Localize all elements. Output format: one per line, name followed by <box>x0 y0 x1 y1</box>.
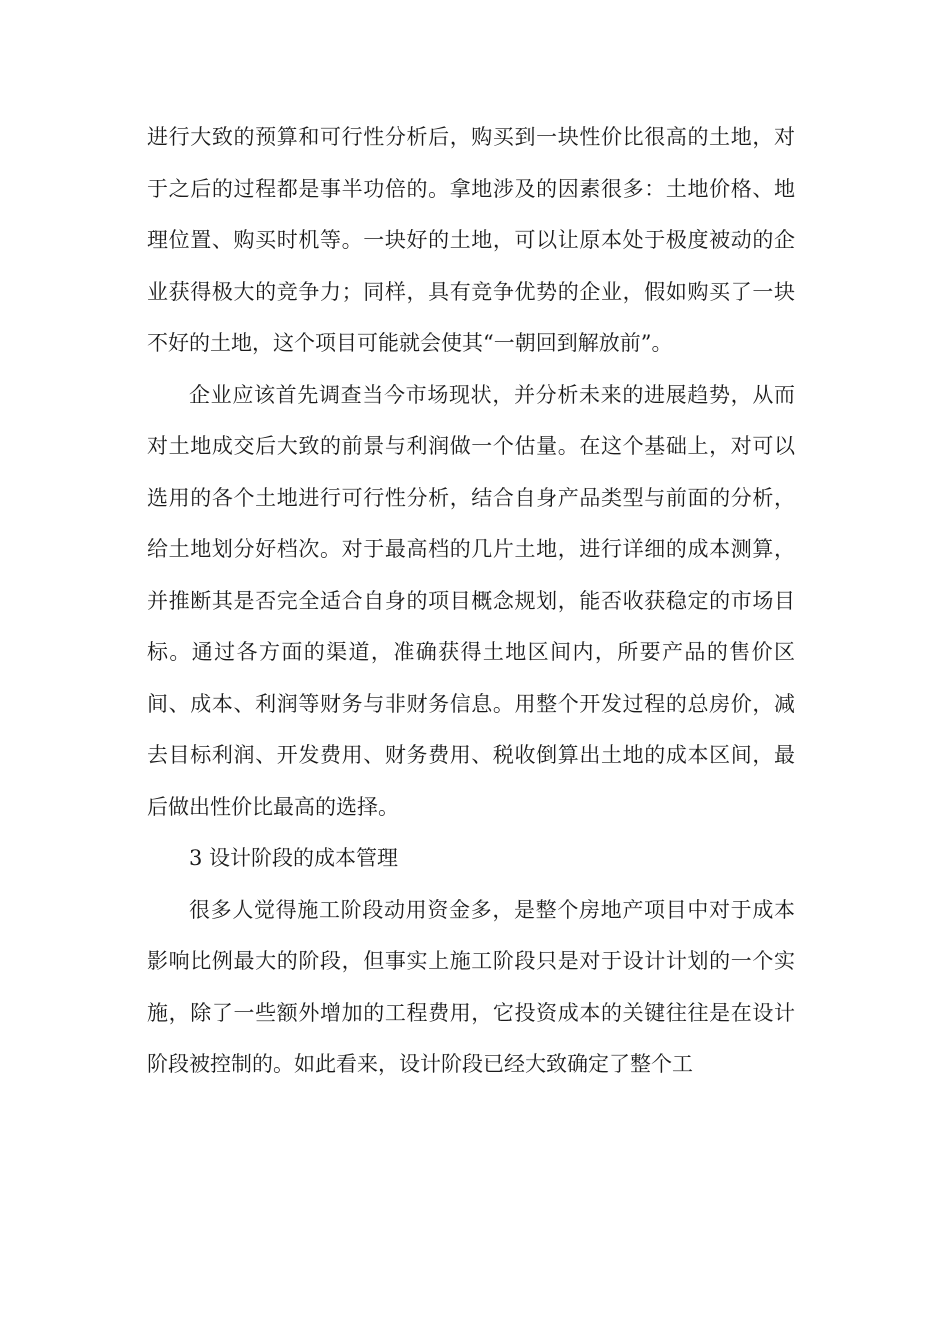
paragraph-market-research: 企业应该首先调查当今市场现状，并分析未来的进展趋势，从而对土地成交后大致的前景与利润做一个估量。在这个基础上，对可以选用的各个土地进行可行性分析，结合自身产品类型与前面的分析，给土地划分好档次。对于最高档的几片土地，进行详细的成本测算，并推断其是否完全适合自身的项目概念规划，能否收获稳定的市场目标。通过各方面的渠道，准确获得土地区间内，所要产品的售价区间、成本、利润等财务与非财务信息。用整个开发过程的总房价，减去目标利润、开发费用、财务费用、税收倒算出土地的成本区间，最后做出性价比最高的选择。 <box>147 382 795 819</box>
paragraph-design-stage-cost: 很多人觉得施工阶段动用资金多，是整个房地产项目中对于成本影响比例最大的阶段，但事实上施工阶段只是对于设计计划的一个实施，除了一些额外增加的工程费用，它投资成本的关键往往是在设计阶段被控制的。如此看来，设计阶段已经大致确定了整个工 <box>147 897 795 1076</box>
paragraph-land-purchase-continuation: 进行大致的预算和可行性分析后，购买到一块性价比很高的土地，对于之后的过程都是事半功倍的。拿地涉及的因素很多：土地价格、地理位置、购买时机等。一块好的土地，可以让原本处于极度被动的企业获得极大的竞争力；同样，具有竞争优势的企业，假如购买了一块不好的土地，这个项目可能就会使其“一朝回到解放前”。 <box>147 125 795 355</box>
section-heading-design-stage: 3 设计阶段的成本管理 <box>189 846 399 870</box>
document-body <box>147 112 795 1091</box>
